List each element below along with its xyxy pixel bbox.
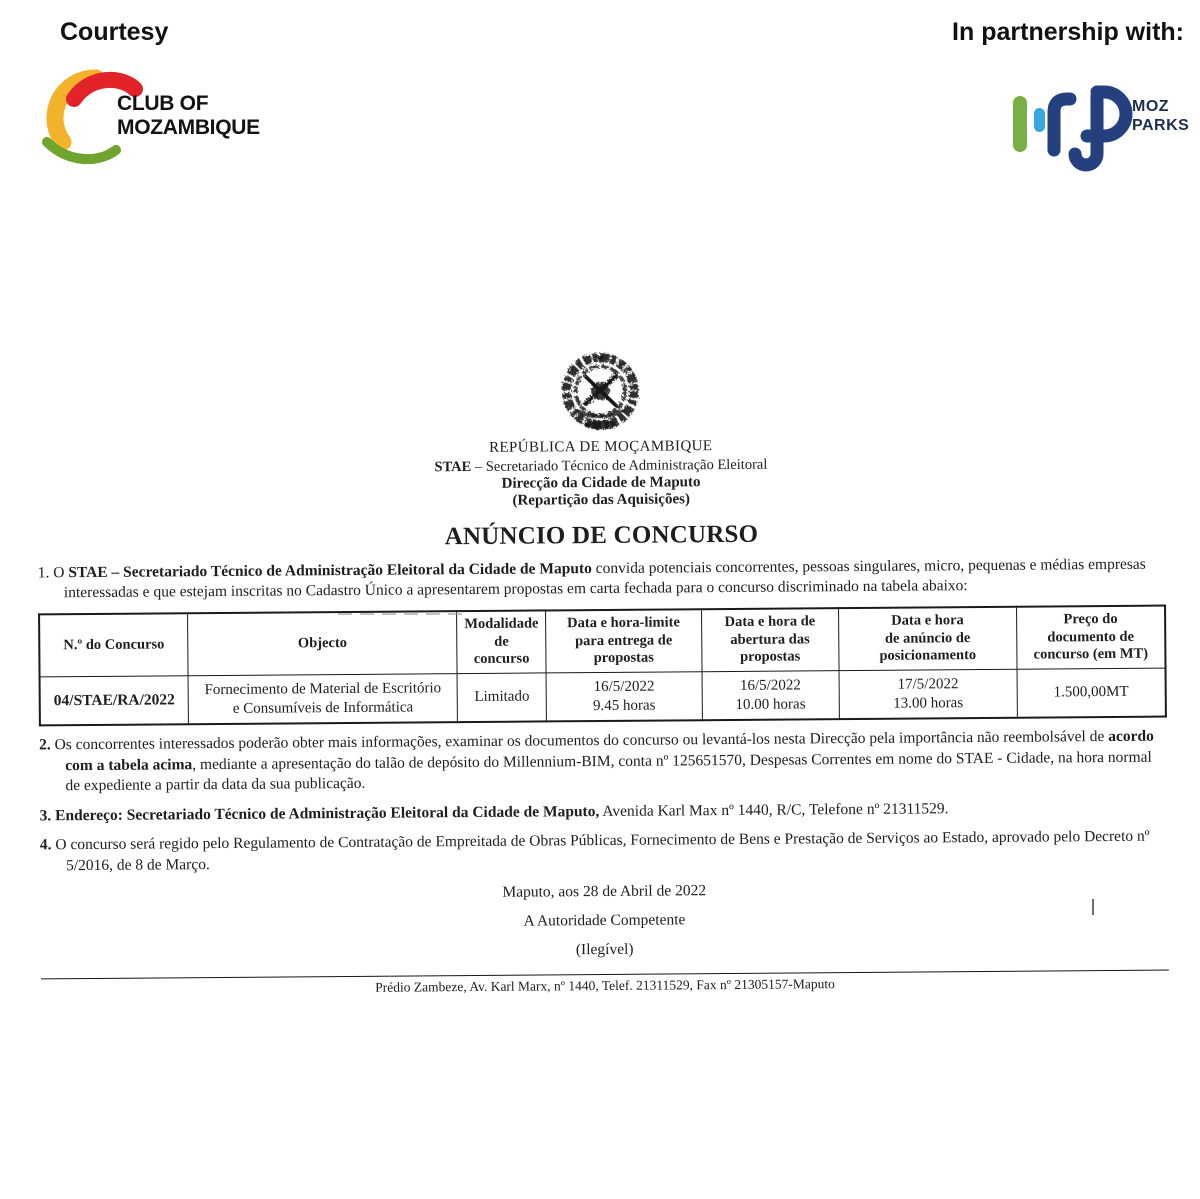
scanned-document (36, 346, 1169, 999)
text-run: , mediante a apresentação do talão de depósito do Millennium-BIM, conta nº 125651570, Despesas Correntes em nome do STAE - Cidade, na hora normal de expediente a partir da data da sua publicação. (65, 748, 1152, 795)
document-title: ANÚNCIO DE CONCURSO (444, 520, 759, 551)
table-header-row (39, 605, 1165, 676)
partnership-label: In partnership with: (952, 18, 1184, 46)
table-cell: 04/STAE/RA/2022 (40, 676, 189, 726)
table-cell: 16/5/2022 10.00 horas (702, 671, 840, 721)
table-header-cell: Data e hora-limite para entrega de propostas (546, 609, 702, 673)
scan-smudge-artifact (338, 613, 466, 615)
mozambique-emblem-icon (555, 350, 646, 435)
moz-parks-line1: MOZ (1132, 98, 1170, 115)
text-run-bold: 3. Endereço: Secretariado Técnico de Administração Eleitoral da Cidade de Maputo, (39, 802, 600, 825)
table-cell: Limitado (457, 673, 546, 723)
text-run: Os concorrentes interessados poderão obter mais informações, examinar os documentos do concurso ou levantá-los nesta Direcção pela importância não reembolsável de (50, 728, 1109, 754)
closing-signature: (Ilegível) (575, 940, 634, 959)
table-header-cell: Modalidade de concurso (457, 610, 546, 673)
table-header-cell: N.º do Concurso (39, 613, 188, 677)
moz-parks-line2: PARKS (1132, 117, 1190, 134)
footer-address: Prédio Zambeze, Av. Karl Marx, nº 1440, Telef. 21311529, Fax nº 21305157-Maputo (375, 976, 835, 995)
tender-table (38, 604, 1167, 726)
letterhead-org-name: – Secretariado Técnico de Administração Eleitoral (471, 456, 768, 476)
table-cell: 1.500,00MT (1017, 668, 1166, 718)
table-cell: Fornecimento de Material de Escritório e Consumíveis de Informática (188, 674, 457, 725)
club-of-mozambique-logo (40, 68, 340, 173)
table-header-cell: Preço do documento de concurso (em MT) (1016, 605, 1165, 669)
text-run-bold: 4. (39, 836, 52, 854)
closing-place-date: Maputo, aos 28 de Abril de 2022 (502, 882, 707, 901)
table-cell: 17/5/2022 13.00 horas (839, 669, 1017, 719)
club-logo-line2: MOZAMBIQUE (117, 116, 260, 139)
paragraph-4 (40, 827, 1168, 877)
table-row (40, 668, 1166, 726)
paragraph-1 (38, 555, 1166, 605)
scan-tick-artifact (1092, 899, 1094, 915)
text-run-bold: STAE – Secretariado Técnico de Administração Eleitoral da Cidade de Maputo (68, 560, 592, 582)
text-run: O concurso será regido pelo Regulamento de Contratação de Empreitada de Obras Públicas, Fornecimento de Bens e Prestação de Serviços ao Estado, aprovado pelo Decreto nº 5/2016, de 8 de Março. (51, 827, 1150, 874)
club-logo-line1: CLUB OF (117, 92, 209, 115)
text-run-bold: acordo com a tabela acima (65, 728, 1154, 775)
text-run: convida potenciais concorrentes, pessoas singulares, micro, pequenas e médias empresas interessadas e que estejam inscritas no Cadastro Único a apresentarem propostas em carta fechada para o concurso discriminado na tabela abaixo: (63, 555, 1146, 602)
table-header-cell: Data e hora de anúncio de posicionamento (838, 607, 1016, 671)
text-run: 1. O (37, 564, 69, 582)
moz-parks-logo (1008, 66, 1193, 174)
table-header-cell: Objecto (188, 611, 458, 676)
text-run-bold: 2. (39, 736, 51, 754)
paragraph-2 (39, 727, 1167, 797)
text-run: Avenida Karl Max nº 1440, R/C, Telefone nº 21311529. (599, 800, 949, 820)
table-cell: 16/5/2022 9.45 horas (546, 672, 702, 722)
letterhead-org-acronym: STAE (434, 459, 472, 476)
moz-parks-monogram-icon (1013, 92, 1126, 165)
closing-authority: A Autoridade Competente (523, 911, 686, 930)
letterhead-department: (Repartição das Aquisições) (512, 491, 690, 509)
courtesy-label: Courtesy (60, 18, 169, 46)
paragraph-3 (40, 797, 1168, 826)
table-header-cell: Data e hora de abertura das propostas (701, 608, 839, 672)
letterhead-direction: Direcção da Cidade de Maputo (501, 474, 701, 492)
letterhead-republic: REPÚBLICA DE MOÇAMBIQUE (488, 438, 713, 456)
